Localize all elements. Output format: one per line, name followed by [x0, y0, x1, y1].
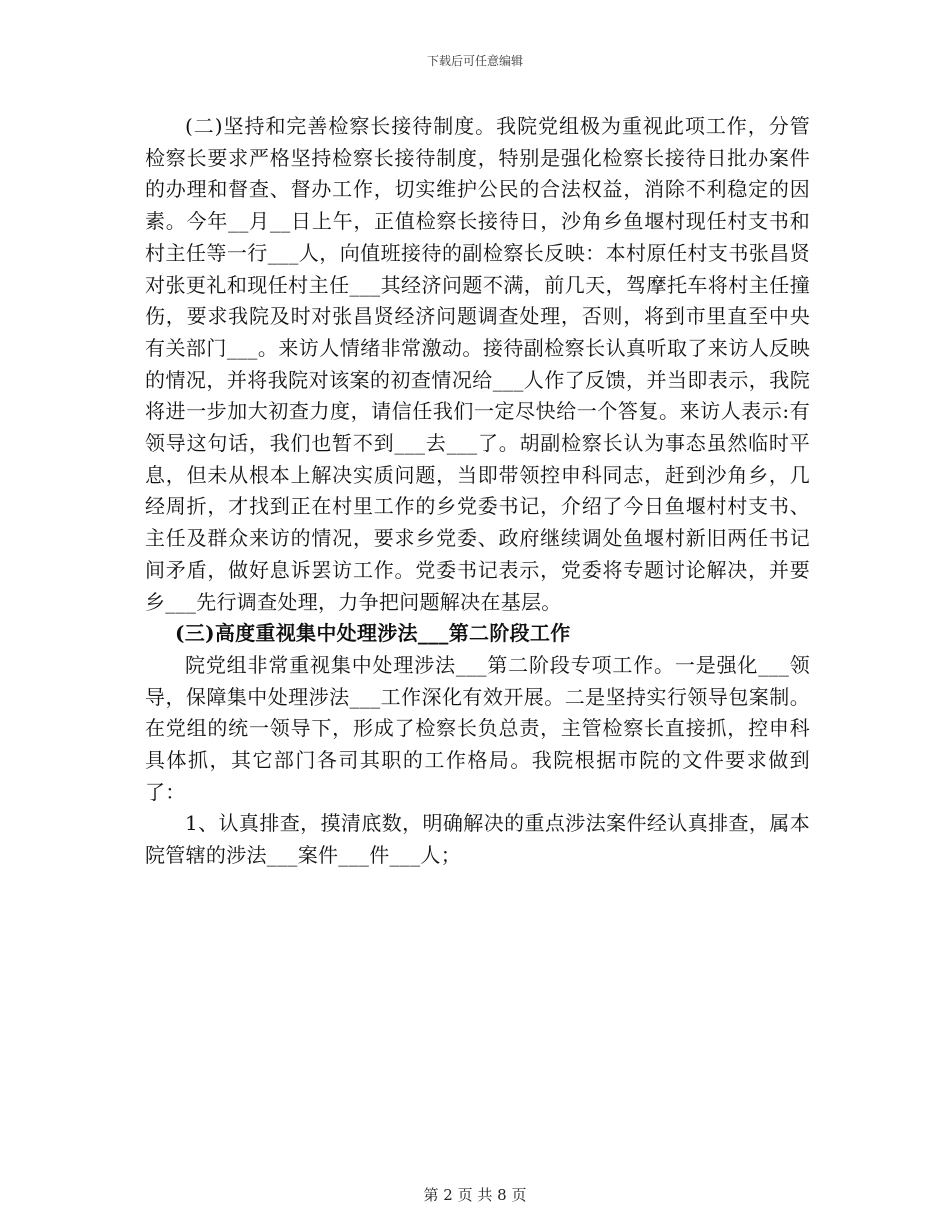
paragraph-item-1: 1、认真排查，摸清底数，明确解决的重点涉法案件经认真排查，属本院管辖的涉法___案件___件___人； [145, 811, 810, 868]
page-header: 下载后可任意编辑 [426, 54, 523, 68]
document-body [145, 111, 810, 872]
paragraph-party-group: 院党组非常重视集中处理涉法___第二阶段专项工作。一是强化___领导，保障集中处理涉法___工作深化有效开展。二是坚持实行领导包案制。在党组的统一领导下，形成了检察长负总责，主管检察长直接抓，控申科具体抓，其它部门各司其职的工作格局。我院根据市院的文件要求做到了： [145, 652, 810, 804]
section-heading-3: (三)高度重视集中处理涉法___第二阶段工作 [175, 621, 571, 646]
page-footer: 第 2 页 共 8 页 [423, 1186, 527, 1204]
paragraph-reception-system: (二)坚持和完善检察长接待制度。我院党组极为重视此项工作，分管检察长要求严格坚持检察长接待制度，特别是强化检察长接待日批办案件的办理和督查、督办工作，切实维护公民的合法权益，消除不利稳定的因素。今年__月__日上午，正值检察长接待日，沙角乡鱼堰村现任村支书和村主任等一行___人，向值班接待的副检察长反映：本村原任村支书张昌贤对张更礼和现任村主任___其经济问题不满，前几天，驾摩托车将村主任撞伤，要求我院及时对张昌贤经济问题调查处理，否则，将到市里直至中央有关部门___。来访人情绪非常激动。接待副检察长认真听取了来访人反映的情况，并将我院对该案的初查情况给___人作了反馈，并当即表示，我院将进一步加大初查力度，请信任我们一定尽快给一个答复。来访人表示:有领导这句话，我们也暂不到___去___了。胡副检察长认为事态虽然临时平息，但未从根本上解决实质问题，当即带领控申科同志，赶到沙角乡，几经周折，才找到正在村里工作的乡党委书记，介绍了今日鱼堰村村支书、主任及群众来访的情况，要求乡党委、政府继续调处鱼堰村新旧两任书记间矛盾，做好息诉罢访工作。党委书记表示，党委将专题讨论解决，并要乡___先行调查处理，力争把问题解决在基层。 [145, 114, 810, 614]
